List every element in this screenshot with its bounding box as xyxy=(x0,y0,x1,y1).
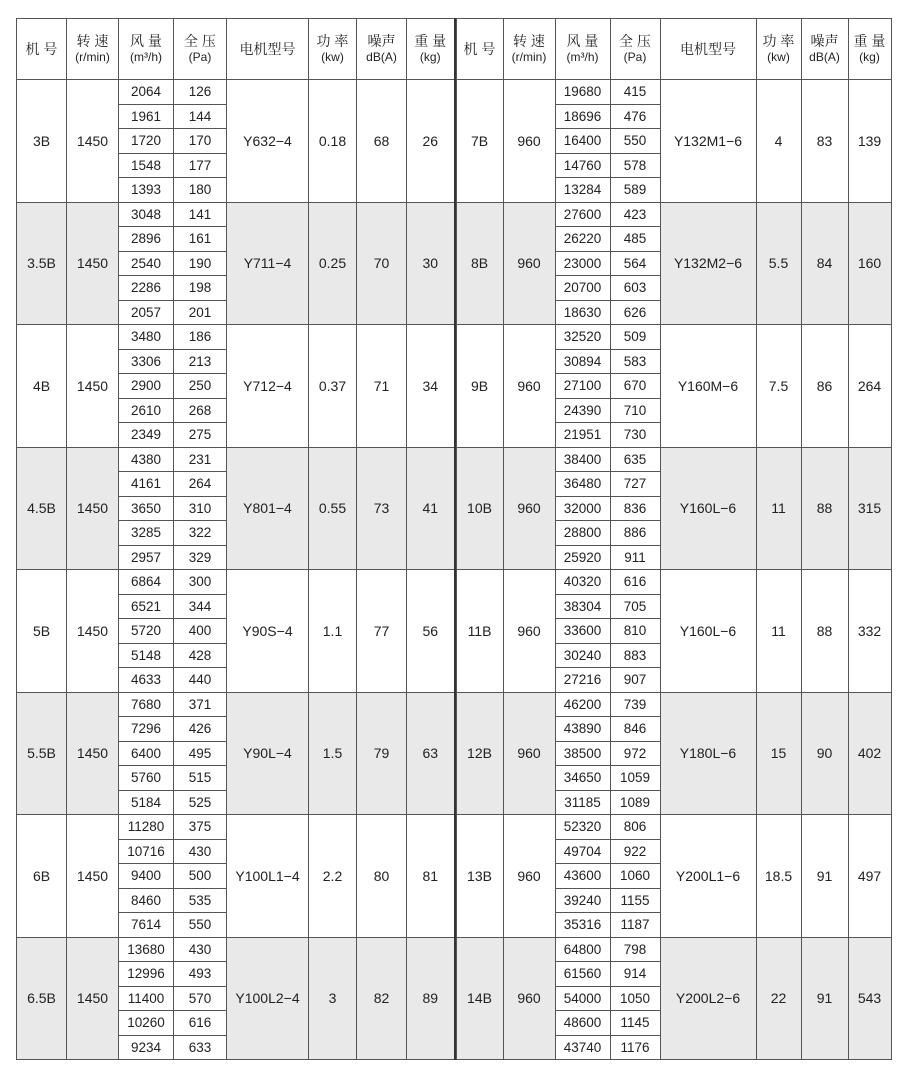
noise-cell: 82 xyxy=(357,937,407,1060)
weight-cell: 56 xyxy=(407,570,455,693)
flow-cell: 10260 xyxy=(119,1011,174,1036)
pressure-cell: 144 xyxy=(174,104,227,129)
flow-cell: 18630 xyxy=(555,300,610,325)
power-cell: 18.5 xyxy=(756,815,801,938)
model-cell: 14B xyxy=(456,937,503,1060)
pressure-cell: 1187 xyxy=(610,913,660,938)
pressure-cell: 423 xyxy=(610,202,660,227)
spec-table-left xyxy=(16,18,456,1060)
flow-cell: 4161 xyxy=(119,472,174,497)
pressure-cell: 515 xyxy=(174,766,227,791)
table-row xyxy=(456,80,891,105)
flow-cell: 14760 xyxy=(555,153,610,178)
pressure-cell: 493 xyxy=(174,962,227,987)
weight-cell: 497 xyxy=(848,815,891,938)
col-header-model: 机 号 xyxy=(17,19,67,80)
speed-cell: 960 xyxy=(503,692,555,815)
speed-cell: 960 xyxy=(503,325,555,448)
flow-cell: 46200 xyxy=(555,692,610,717)
pressure-cell: 570 xyxy=(174,986,227,1011)
flow-cell: 4380 xyxy=(119,447,174,472)
flow-cell: 38500 xyxy=(555,741,610,766)
flow-cell: 2957 xyxy=(119,545,174,570)
pressure-cell: 344 xyxy=(174,594,227,619)
spec-table-right xyxy=(456,18,892,1060)
flow-cell: 26220 xyxy=(555,227,610,252)
model-cell: 3B xyxy=(17,80,67,203)
noise-cell: 91 xyxy=(801,815,848,938)
pressure-cell: 300 xyxy=(174,570,227,595)
power-cell: 15 xyxy=(756,692,801,815)
flow-cell: 3306 xyxy=(119,349,174,374)
flow-cell: 16400 xyxy=(555,129,610,154)
table-row xyxy=(456,692,891,717)
flow-cell: 19680 xyxy=(555,80,610,105)
noise-cell: 68 xyxy=(357,80,407,203)
flow-cell: 49704 xyxy=(555,839,610,864)
motor-cell: Y632−4 xyxy=(227,80,309,203)
flow-cell: 13680 xyxy=(119,937,174,962)
flow-cell: 3048 xyxy=(119,202,174,227)
pressure-cell: 798 xyxy=(610,937,660,962)
weight-cell: 315 xyxy=(848,447,891,570)
flow-cell: 6521 xyxy=(119,594,174,619)
pressure-cell: 705 xyxy=(610,594,660,619)
col-header-power: 功 率 (kw) xyxy=(756,19,801,80)
table-row xyxy=(456,937,891,962)
pressure-cell: 883 xyxy=(610,643,660,668)
flow-cell: 3480 xyxy=(119,325,174,350)
col-header-pressure: 全 压 (Pa) xyxy=(610,19,660,80)
flow-cell: 18696 xyxy=(555,104,610,129)
pressure-cell: 428 xyxy=(174,643,227,668)
motor-cell: Y132M2−6 xyxy=(660,202,756,325)
table-row xyxy=(456,325,891,350)
motor-cell: Y90S−4 xyxy=(227,570,309,693)
flow-cell: 11400 xyxy=(119,986,174,1011)
power-cell: 4 xyxy=(756,80,801,203)
model-cell: 10B xyxy=(456,447,503,570)
pressure-cell: 603 xyxy=(610,276,660,301)
power-cell: 0.55 xyxy=(309,447,357,570)
model-cell: 5.5B xyxy=(17,692,67,815)
noise-cell: 86 xyxy=(801,325,848,448)
flow-cell: 36480 xyxy=(555,472,610,497)
speed-cell: 1450 xyxy=(67,570,119,693)
speed-cell: 1450 xyxy=(67,937,119,1060)
flow-cell: 21951 xyxy=(555,423,610,448)
table-row xyxy=(456,447,891,472)
pressure-cell: 907 xyxy=(610,668,660,693)
pressure-cell: 190 xyxy=(174,251,227,276)
pressure-cell: 415 xyxy=(610,80,660,105)
noise-cell: 88 xyxy=(801,447,848,570)
flow-cell: 24390 xyxy=(555,398,610,423)
flow-cell: 12996 xyxy=(119,962,174,987)
pressure-cell: 476 xyxy=(610,104,660,129)
noise-cell: 83 xyxy=(801,80,848,203)
flow-cell: 27600 xyxy=(555,202,610,227)
power-cell: 11 xyxy=(756,570,801,693)
pressure-cell: 564 xyxy=(610,251,660,276)
flow-cell: 31185 xyxy=(555,790,610,815)
table-row xyxy=(17,202,455,227)
speed-cell: 960 xyxy=(503,80,555,203)
pressure-cell: 180 xyxy=(174,178,227,203)
pressure-cell: 430 xyxy=(174,839,227,864)
weight-cell: 41 xyxy=(407,447,455,570)
pressure-cell: 589 xyxy=(610,178,660,203)
model-cell: 6B xyxy=(17,815,67,938)
flow-cell: 64800 xyxy=(555,937,610,962)
pressure-cell: 430 xyxy=(174,937,227,962)
pressure-cell: 213 xyxy=(174,349,227,374)
col-header-motor: 电机型号 xyxy=(660,19,756,80)
speed-cell: 1450 xyxy=(67,325,119,448)
model-cell: 13B xyxy=(456,815,503,938)
flow-cell: 30240 xyxy=(555,643,610,668)
table-row xyxy=(456,570,891,595)
speed-cell: 1450 xyxy=(67,202,119,325)
flow-cell: 32520 xyxy=(555,325,610,350)
pressure-cell: 578 xyxy=(610,153,660,178)
power-cell: 7.5 xyxy=(756,325,801,448)
motor-cell: Y200L2−6 xyxy=(660,937,756,1060)
pressure-cell: 509 xyxy=(610,325,660,350)
col-header-noise: 噪声 dB(A) xyxy=(357,19,407,80)
flow-cell: 28800 xyxy=(555,521,610,546)
pressure-cell: 264 xyxy=(174,472,227,497)
motor-cell: Y160L−6 xyxy=(660,447,756,570)
pressure-cell: 440 xyxy=(174,668,227,693)
table-row xyxy=(17,447,455,472)
power-cell: 11 xyxy=(756,447,801,570)
noise-cell: 73 xyxy=(357,447,407,570)
model-cell: 12B xyxy=(456,692,503,815)
col-header-speed: 转 速 (r/min) xyxy=(67,19,119,80)
flow-cell: 33600 xyxy=(555,619,610,644)
model-cell: 3.5B xyxy=(17,202,67,325)
speed-cell: 960 xyxy=(503,937,555,1060)
pressure-cell: 633 xyxy=(174,1035,227,1060)
flow-cell: 35316 xyxy=(555,913,610,938)
flow-cell: 38304 xyxy=(555,594,610,619)
pressure-cell: 426 xyxy=(174,717,227,742)
flow-cell: 5184 xyxy=(119,790,174,815)
pressure-cell: 1145 xyxy=(610,1011,660,1036)
noise-cell: 70 xyxy=(357,202,407,325)
flow-cell: 1548 xyxy=(119,153,174,178)
model-cell: 9B xyxy=(456,325,503,448)
table-row xyxy=(17,937,455,962)
pressure-cell: 329 xyxy=(174,545,227,570)
motor-cell: Y711−4 xyxy=(227,202,309,325)
pressure-cell: 161 xyxy=(174,227,227,252)
weight-cell: 332 xyxy=(848,570,891,693)
noise-cell: 91 xyxy=(801,937,848,1060)
pressure-cell: 495 xyxy=(174,741,227,766)
pressure-cell: 400 xyxy=(174,619,227,644)
flow-cell: 34650 xyxy=(555,766,610,791)
flow-cell: 2610 xyxy=(119,398,174,423)
pressure-cell: 670 xyxy=(610,374,660,399)
table-row xyxy=(456,202,891,227)
col-header-motor: 电机型号 xyxy=(227,19,309,80)
flow-cell: 61560 xyxy=(555,962,610,987)
pressure-cell: 1089 xyxy=(610,790,660,815)
flow-cell: 8460 xyxy=(119,888,174,913)
pressure-cell: 275 xyxy=(174,423,227,448)
weight-cell: 34 xyxy=(407,325,455,448)
pressure-cell: 310 xyxy=(174,496,227,521)
power-cell: 5.5 xyxy=(756,202,801,325)
flow-cell: 1393 xyxy=(119,178,174,203)
pressure-cell: 525 xyxy=(174,790,227,815)
table-row xyxy=(17,692,455,717)
weight-cell: 30 xyxy=(407,202,455,325)
pressure-cell: 1050 xyxy=(610,986,660,1011)
col-header-model: 机 号 xyxy=(456,19,503,80)
power-cell: 0.25 xyxy=(309,202,357,325)
table-row xyxy=(17,570,455,595)
flow-cell: 1961 xyxy=(119,104,174,129)
power-cell: 22 xyxy=(756,937,801,1060)
pressure-cell: 535 xyxy=(174,888,227,913)
speed-cell: 1450 xyxy=(67,80,119,203)
model-cell: 7B xyxy=(456,80,503,203)
pressure-cell: 201 xyxy=(174,300,227,325)
pressure-cell: 1155 xyxy=(610,888,660,913)
fan-spec-tables xyxy=(16,18,892,1060)
pressure-cell: 322 xyxy=(174,521,227,546)
power-cell: 2.2 xyxy=(309,815,357,938)
flow-cell: 38400 xyxy=(555,447,610,472)
speed-cell: 1450 xyxy=(67,815,119,938)
noise-cell: 80 xyxy=(357,815,407,938)
flow-cell: 9400 xyxy=(119,864,174,889)
motor-cell: Y100L2−4 xyxy=(227,937,309,1060)
pressure-cell: 739 xyxy=(610,692,660,717)
flow-cell: 43740 xyxy=(555,1035,610,1060)
pressure-cell: 922 xyxy=(610,839,660,864)
flow-cell: 3650 xyxy=(119,496,174,521)
pressure-cell: 550 xyxy=(174,913,227,938)
col-header-weight: 重 量 (kg) xyxy=(848,19,891,80)
pressure-cell: 231 xyxy=(174,447,227,472)
flow-cell: 48600 xyxy=(555,1011,610,1036)
pressure-cell: 911 xyxy=(610,545,660,570)
pressure-cell: 550 xyxy=(610,129,660,154)
pressure-cell: 972 xyxy=(610,741,660,766)
flow-cell: 3285 xyxy=(119,521,174,546)
pressure-cell: 710 xyxy=(610,398,660,423)
model-cell: 8B xyxy=(456,202,503,325)
motor-cell: Y712−4 xyxy=(227,325,309,448)
flow-cell: 2349 xyxy=(119,423,174,448)
flow-cell: 2286 xyxy=(119,276,174,301)
table-row xyxy=(17,80,455,105)
motor-cell: Y200L1−6 xyxy=(660,815,756,938)
flow-cell: 7680 xyxy=(119,692,174,717)
speed-cell: 960 xyxy=(503,815,555,938)
flow-cell: 10716 xyxy=(119,839,174,864)
pressure-cell: 626 xyxy=(610,300,660,325)
flow-cell: 30894 xyxy=(555,349,610,374)
flow-cell: 7296 xyxy=(119,717,174,742)
speed-cell: 960 xyxy=(503,447,555,570)
pressure-cell: 126 xyxy=(174,80,227,105)
noise-cell: 79 xyxy=(357,692,407,815)
power-cell: 0.18 xyxy=(309,80,357,203)
pressure-cell: 375 xyxy=(174,815,227,840)
speed-cell: 960 xyxy=(503,570,555,693)
pressure-cell: 177 xyxy=(174,153,227,178)
model-cell: 11B xyxy=(456,570,503,693)
flow-cell: 2064 xyxy=(119,80,174,105)
pressure-cell: 846 xyxy=(610,717,660,742)
power-cell: 0.37 xyxy=(309,325,357,448)
speed-cell: 1450 xyxy=(67,692,119,815)
motor-cell: Y801−4 xyxy=(227,447,309,570)
weight-cell: 264 xyxy=(848,325,891,448)
col-header-flow: 风 量 (m³/h) xyxy=(555,19,610,80)
flow-cell: 5720 xyxy=(119,619,174,644)
flow-cell: 40320 xyxy=(555,570,610,595)
weight-cell: 63 xyxy=(407,692,455,815)
flow-cell: 5148 xyxy=(119,643,174,668)
pressure-cell: 198 xyxy=(174,276,227,301)
power-cell: 1.1 xyxy=(309,570,357,693)
col-header-power: 功 率 (kw) xyxy=(309,19,357,80)
flow-cell: 52320 xyxy=(555,815,610,840)
weight-cell: 26 xyxy=(407,80,455,203)
pressure-cell: 886 xyxy=(610,521,660,546)
pressure-cell: 1060 xyxy=(610,864,660,889)
table-row xyxy=(17,815,455,840)
flow-cell: 6400 xyxy=(119,741,174,766)
flow-cell: 1720 xyxy=(119,129,174,154)
model-cell: 4B xyxy=(17,325,67,448)
flow-cell: 39240 xyxy=(555,888,610,913)
motor-cell: Y180L−6 xyxy=(660,692,756,815)
flow-cell: 13284 xyxy=(555,178,610,203)
flow-cell: 11280 xyxy=(119,815,174,840)
weight-cell: 160 xyxy=(848,202,891,325)
pressure-cell: 170 xyxy=(174,129,227,154)
motor-cell: Y160M−6 xyxy=(660,325,756,448)
flow-cell: 43890 xyxy=(555,717,610,742)
speed-cell: 960 xyxy=(503,202,555,325)
pressure-cell: 730 xyxy=(610,423,660,448)
noise-cell: 71 xyxy=(357,325,407,448)
table-row xyxy=(17,325,455,350)
col-header-pressure: 全 压 (Pa) xyxy=(174,19,227,80)
flow-cell: 54000 xyxy=(555,986,610,1011)
weight-cell: 543 xyxy=(848,937,891,1060)
col-header-speed: 转 速 (r/min) xyxy=(503,19,555,80)
flow-cell: 27216 xyxy=(555,668,610,693)
pressure-cell: 250 xyxy=(174,374,227,399)
motor-cell: Y100L1−4 xyxy=(227,815,309,938)
speed-cell: 1450 xyxy=(67,447,119,570)
noise-cell: 90 xyxy=(801,692,848,815)
pressure-cell: 268 xyxy=(174,398,227,423)
pressure-cell: 186 xyxy=(174,325,227,350)
pressure-cell: 914 xyxy=(610,962,660,987)
flow-cell: 25920 xyxy=(555,545,610,570)
pressure-cell: 635 xyxy=(610,447,660,472)
pressure-cell: 616 xyxy=(610,570,660,595)
table-row xyxy=(456,815,891,840)
pressure-cell: 1059 xyxy=(610,766,660,791)
motor-cell: Y160L−6 xyxy=(660,570,756,693)
flow-cell: 27100 xyxy=(555,374,610,399)
col-header-flow: 风 量 (m³/h) xyxy=(119,19,174,80)
weight-cell: 89 xyxy=(407,937,455,1060)
pressure-cell: 371 xyxy=(174,692,227,717)
flow-cell: 2896 xyxy=(119,227,174,252)
table-header-row xyxy=(17,19,455,80)
flow-cell: 7614 xyxy=(119,913,174,938)
pressure-cell: 836 xyxy=(610,496,660,521)
flow-cell: 4633 xyxy=(119,668,174,693)
noise-cell: 77 xyxy=(357,570,407,693)
flow-cell: 23000 xyxy=(555,251,610,276)
flow-cell: 2540 xyxy=(119,251,174,276)
weight-cell: 139 xyxy=(848,80,891,203)
noise-cell: 84 xyxy=(801,202,848,325)
pressure-cell: 810 xyxy=(610,619,660,644)
pressure-cell: 485 xyxy=(610,227,660,252)
pressure-cell: 500 xyxy=(174,864,227,889)
flow-cell: 5760 xyxy=(119,766,174,791)
pressure-cell: 806 xyxy=(610,815,660,840)
pressure-cell: 616 xyxy=(174,1011,227,1036)
col-header-weight: 重 量 (kg) xyxy=(407,19,455,80)
flow-cell: 2057 xyxy=(119,300,174,325)
weight-cell: 402 xyxy=(848,692,891,815)
motor-cell: Y90L−4 xyxy=(227,692,309,815)
flow-cell: 9234 xyxy=(119,1035,174,1060)
col-header-noise: 噪声 dB(A) xyxy=(801,19,848,80)
motor-cell: Y132M1−6 xyxy=(660,80,756,203)
pressure-cell: 141 xyxy=(174,202,227,227)
model-cell: 4.5B xyxy=(17,447,67,570)
flow-cell: 20700 xyxy=(555,276,610,301)
model-cell: 6.5B xyxy=(17,937,67,1060)
power-cell: 1.5 xyxy=(309,692,357,815)
noise-cell: 88 xyxy=(801,570,848,693)
weight-cell: 81 xyxy=(407,815,455,938)
flow-cell: 2900 xyxy=(119,374,174,399)
flow-cell: 43600 xyxy=(555,864,610,889)
table-header-row xyxy=(456,19,891,80)
flow-cell: 32000 xyxy=(555,496,610,521)
pressure-cell: 583 xyxy=(610,349,660,374)
pressure-cell: 727 xyxy=(610,472,660,497)
pressure-cell: 1176 xyxy=(610,1035,660,1060)
power-cell: 3 xyxy=(309,937,357,1060)
model-cell: 5B xyxy=(17,570,67,693)
flow-cell: 6864 xyxy=(119,570,174,595)
